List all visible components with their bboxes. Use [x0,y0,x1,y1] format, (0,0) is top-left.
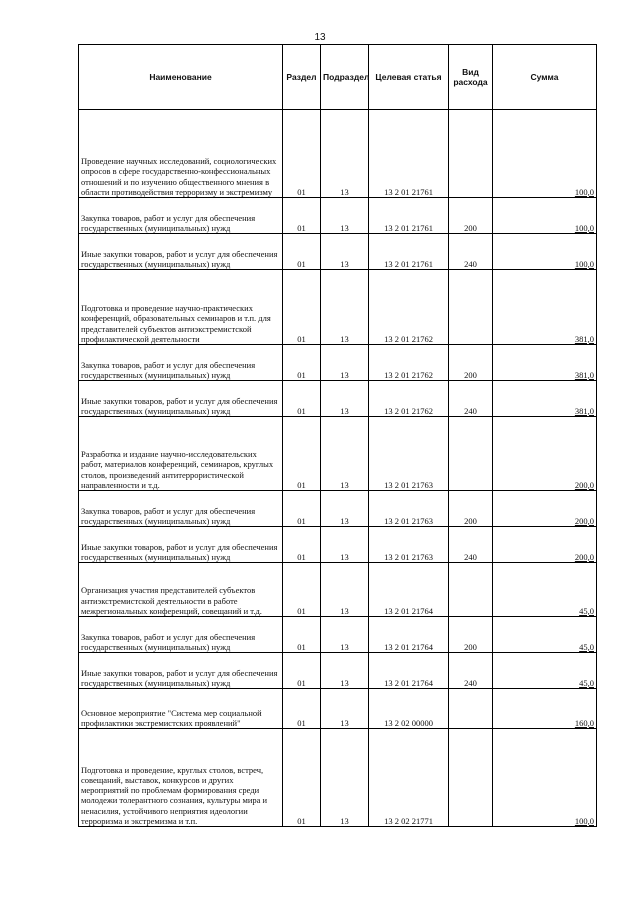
table-row [79,345,597,381]
row-sum: 100,0 [493,729,597,827]
row-subsection: 13 [321,617,369,653]
table-row [79,729,597,827]
row-subsection: 13 [321,345,369,381]
page-number: 13 [314,32,326,43]
row-sum: 100,0 [493,234,597,270]
row-sum: 200,0 [493,527,597,563]
table-header-row [79,45,597,110]
row-subsection: 13 [321,110,369,198]
row-name: Закупка товаров, работ и услуг для обеспечения государственных (муниципальных) нужд [79,617,283,653]
row-target-article: 13 2 01 21764 [369,563,449,617]
row-sum: 200,0 [493,491,597,527]
table-row [79,563,597,617]
row-subsection: 13 [321,234,369,270]
row-name: Основное мероприятие "Система мер социальной профилактики экстремистских проявлений" [79,689,283,729]
table-row [79,270,597,345]
row-target-article: 13 2 01 21761 [369,110,449,198]
table-row [79,527,597,563]
table-row [79,381,597,417]
table-row [79,198,597,234]
row-sum: 160,0 [493,689,597,729]
table-row [79,689,597,729]
row-sum: 381,0 [493,345,597,381]
row-section: 01 [283,234,321,270]
row-section: 01 [283,653,321,689]
row-target-article: 13 2 01 21763 [369,491,449,527]
row-name: Закупка товаров, работ и услуг для обеспечения государственных (муниципальных) нужд [79,345,283,381]
row-subsection: 13 [321,527,369,563]
row-name: Проведение научных исследований, социологических опросов в сфере государственно-конфессиональных отношений и по изучению общественного мнения в области противодействия терроризму и экстремизму [79,110,283,198]
col-sum-header: Сумма [493,45,597,110]
row-target-article: 13 2 01 21763 [369,417,449,491]
row-target-article: 13 2 01 21764 [369,617,449,653]
row-expense-type: 200 [449,198,493,234]
row-subsection: 13 [321,270,369,345]
row-section: 01 [283,110,321,198]
table-row [79,110,597,198]
row-name: Иные закупки товаров, работ и услуг для обеспечения государственных (муниципальных) нужд [79,234,283,270]
row-target-article: 13 2 01 21762 [369,345,449,381]
row-name: Закупка товаров, работ и услуг для обеспечения государственных (муниципальных) нужд [79,491,283,527]
row-expense-type: 240 [449,234,493,270]
row-sum: 381,0 [493,270,597,345]
row-name: Организация участия представителей субъектов антиэкстремистской деятельности в работе межрегиональных конференций, совещаний и т.д. [79,563,283,617]
table-row [79,653,597,689]
row-subsection: 13 [321,563,369,617]
row-target-article: 13 2 01 21763 [369,527,449,563]
row-name: Подготовка и проведение научно-практических конференций, образовательных семинаров и т.п. для представителей субъектов антиэкстремистской профилактической деятельности [79,270,283,345]
row-expense-type: 200 [449,491,493,527]
table-row [79,417,597,491]
row-expense-type [449,563,493,617]
row-target-article: 13 2 01 21761 [369,198,449,234]
row-expense-type: 200 [449,617,493,653]
row-section: 01 [283,198,321,234]
budget-table [78,44,597,827]
row-sum: 100,0 [493,110,597,198]
row-name: Подготовка и проведение, круглых столов, встреч, совещаний, выставок, конкурсов и других мероприятий по проблемам формирования среди молодежи толерантного сознания, культуры мира и ненасилия, устойчивого неприятия идеологии терроризма и экстремизма и т.п. [79,729,283,827]
row-expense-type [449,729,493,827]
col-expense-type-header: Вид расхода [449,45,493,110]
table-row [79,491,597,527]
col-subsection-header: Подраздел [321,45,369,110]
row-sum: 200,0 [493,417,597,491]
row-expense-type: 240 [449,653,493,689]
row-expense-type: 240 [449,381,493,417]
row-expense-type [449,110,493,198]
row-section: 01 [283,381,321,417]
row-target-article: 13 2 01 21762 [369,381,449,417]
row-sum: 45,0 [493,617,597,653]
row-sum: 100,0 [493,198,597,234]
row-sum: 45,0 [493,653,597,689]
row-section: 01 [283,270,321,345]
row-sum: 381,0 [493,381,597,417]
row-expense-type [449,270,493,345]
row-target-article: 13 2 01 21761 [369,234,449,270]
row-name: Иные закупки товаров, работ и услуг для обеспечения государственных (муниципальных) нужд [79,653,283,689]
row-name: Иные закупки товаров, работ и услуг для обеспечения государственных (муниципальных) нужд [79,381,283,417]
row-subsection: 13 [321,381,369,417]
row-section: 01 [283,729,321,827]
row-expense-type [449,417,493,491]
row-section: 01 [283,527,321,563]
row-sum: 45,0 [493,563,597,617]
row-subsection: 13 [321,653,369,689]
row-target-article: 13 2 02 21771 [369,729,449,827]
table-row [79,617,597,653]
col-name-header: Наименование [79,45,283,110]
row-target-article: 13 2 01 21764 [369,653,449,689]
row-expense-type [449,689,493,729]
row-name: Иные закупки товаров, работ и услуг для обеспечения государственных (муниципальных) нужд [79,527,283,563]
row-section: 01 [283,617,321,653]
row-section: 01 [283,491,321,527]
row-section: 01 [283,563,321,617]
row-target-article: 13 2 02 00000 [369,689,449,729]
row-subsection: 13 [321,491,369,527]
row-subsection: 13 [321,417,369,491]
row-name: Закупка товаров, работ и услуг для обеспечения государственных (муниципальных) нужд [79,198,283,234]
row-section: 01 [283,417,321,491]
row-target-article: 13 2 01 21762 [369,270,449,345]
row-subsection: 13 [321,689,369,729]
row-name: Разработка и издание научно-исследовательских работ, материалов конференций, семинаров, круглых столов, произведений антитеррористической направленности и т.д. [79,417,283,491]
table-row [79,234,597,270]
col-section-header: Раздел [283,45,321,110]
row-section: 01 [283,689,321,729]
row-subsection: 13 [321,729,369,827]
col-target-article-header: Целевая статья [369,45,449,110]
row-subsection: 13 [321,198,369,234]
row-expense-type: 240 [449,527,493,563]
row-section: 01 [283,345,321,381]
row-expense-type: 200 [449,345,493,381]
